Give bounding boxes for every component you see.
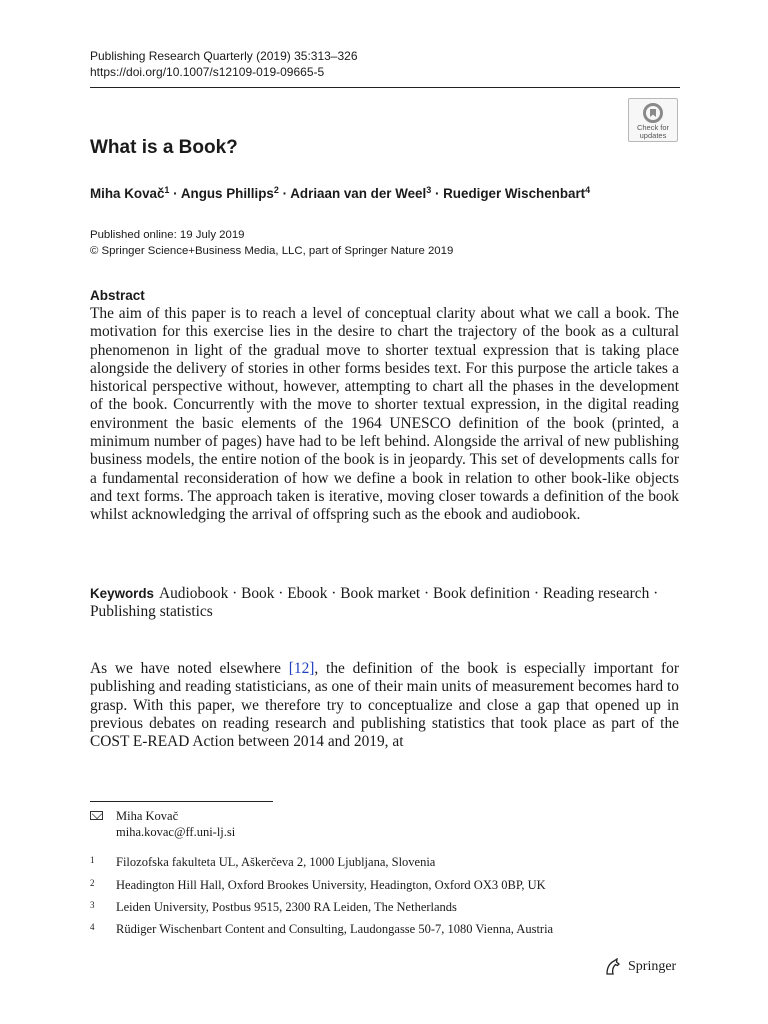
author-separator: · bbox=[169, 186, 181, 201]
affiliation-text: Leiden University, Postbus 9515, 2300 RA Leiden, The Netherlands bbox=[116, 900, 457, 914]
springer-horse-icon bbox=[604, 958, 622, 976]
keywords-label: Keywords bbox=[90, 586, 154, 601]
affiliation-number: 3 bbox=[90, 900, 95, 910]
author-separator: · bbox=[431, 186, 444, 201]
doi-link[interactable]: https://doi.org/10.1007/s12109-019-09665-5 bbox=[90, 65, 325, 79]
correspondence-email[interactable]: miha.kovac@ff.uni-lj.si bbox=[116, 825, 236, 839]
affiliation-item bbox=[90, 920, 553, 937]
copyright-line: © Springer Science+Business Media, LLC, part of Springer Nature 2019 bbox=[90, 244, 454, 257]
author-affiliation-mark: 1 bbox=[164, 185, 170, 195]
affiliation-text: Rüdiger Wischenbart Content and Consulting, Laudongasse 50-7, 1080 Vienna, Austria bbox=[116, 922, 554, 936]
author-name[interactable]: Miha Kovač bbox=[90, 186, 165, 201]
author-name[interactable]: Angus Phillips bbox=[180, 186, 274, 201]
badge-line-1: Check for bbox=[636, 123, 670, 132]
affiliation-item bbox=[90, 853, 435, 870]
body-text-start: As we have noted elsewhere bbox=[90, 660, 289, 677]
journal-citation bbox=[90, 48, 358, 80]
author-name[interactable]: Ruediger Wischenbart bbox=[443, 186, 586, 201]
author-affiliation-mark: 4 bbox=[585, 185, 591, 195]
affiliation-number: 1 bbox=[90, 855, 95, 865]
affiliation-number: 4 bbox=[90, 922, 95, 932]
keywords bbox=[90, 585, 679, 622]
journal-line: Publishing Research Quarterly (2019) 35:313–326 bbox=[90, 49, 358, 63]
affiliation-item bbox=[90, 898, 457, 915]
footnote-rule bbox=[90, 801, 273, 802]
check-for-updates-badge[interactable] bbox=[628, 98, 678, 142]
citation-link[interactable]: [12] bbox=[288, 660, 315, 677]
correspondence bbox=[90, 808, 235, 840]
correspondence-name: Miha Kovač bbox=[116, 809, 179, 823]
affiliation-item bbox=[90, 876, 546, 893]
publisher-logo bbox=[604, 958, 676, 978]
author-separator: · bbox=[278, 186, 291, 201]
badge-line-2: updates bbox=[639, 131, 667, 140]
keywords-list: Audiobook · Book · Ebook · Book market · Book definition · Reading research · Publishing statistics bbox=[90, 585, 659, 621]
author-list bbox=[90, 186, 590, 201]
affiliation-text: Headington Hill Hall, Oxford Brookes University, Headington, Oxford OX3 0BP, UK bbox=[116, 878, 546, 892]
publisher-name: Springer bbox=[628, 959, 677, 975]
paper-title: What is a Book? bbox=[90, 137, 238, 158]
affiliation-number: 2 bbox=[90, 878, 95, 888]
publication-info bbox=[90, 228, 453, 259]
affiliation-text: Filozofska fakulteta UL, Aškerčeva 2, 1000 Ljubljana, Slovenia bbox=[116, 855, 436, 869]
published-date: Published online: 19 July 2019 bbox=[90, 229, 245, 241]
envelope-icon bbox=[90, 811, 103, 820]
header-rule bbox=[90, 87, 680, 88]
author-affiliation-mark: 2 bbox=[273, 185, 279, 195]
body-text-rest: , the definition of the book is especially important for publishing and reading statisticians, as one of their main units of measurement becomes hard to grasp. With this paper, we therefore try to conceptualize and close a gap that opened up in previous debates on reading research and publishing statistics that took place as part of the COST E-READ Action between 2014 and 2019, at bbox=[90, 660, 679, 751]
abstract-heading: Abstract bbox=[90, 288, 145, 303]
author-affiliation-mark: 3 bbox=[426, 185, 432, 195]
abstract-text: The aim of this paper is to reach a level of conceptual clarity about what we call a book. The motivation for this exercise lies in the desire to chart the trajectory of the book as a cultural phenomenon in light of the gradual move to shorter textual expression that is taking place alongside the delivery of stories in other forms besides text. For this purpose the article takes a historical perspective without, however, attempting to chart all the phases in the development of the book. Concurrently with the move to shorter textual expression, in the digital reading environment the basic elements of the 1964 UNESCO definition of the book (printed, a minimum number of pages) have had to be left behind. Alongside the arrival of new publishing business models, the entire notion of the book is in jeopardy. This set of developments calls for a fundamental reconsideration of how we define a book in relation to other book-like objects and text forms. The approach taken is iterative, moving closer towards a definition of the book whilst acknowledging the arrival of offspring such as the ebook and audiobook. bbox=[90, 305, 679, 524]
author-name[interactable]: Adriaan van der Weel bbox=[290, 186, 427, 201]
bookmark-icon bbox=[643, 103, 663, 123]
body-paragraph bbox=[90, 660, 679, 751]
